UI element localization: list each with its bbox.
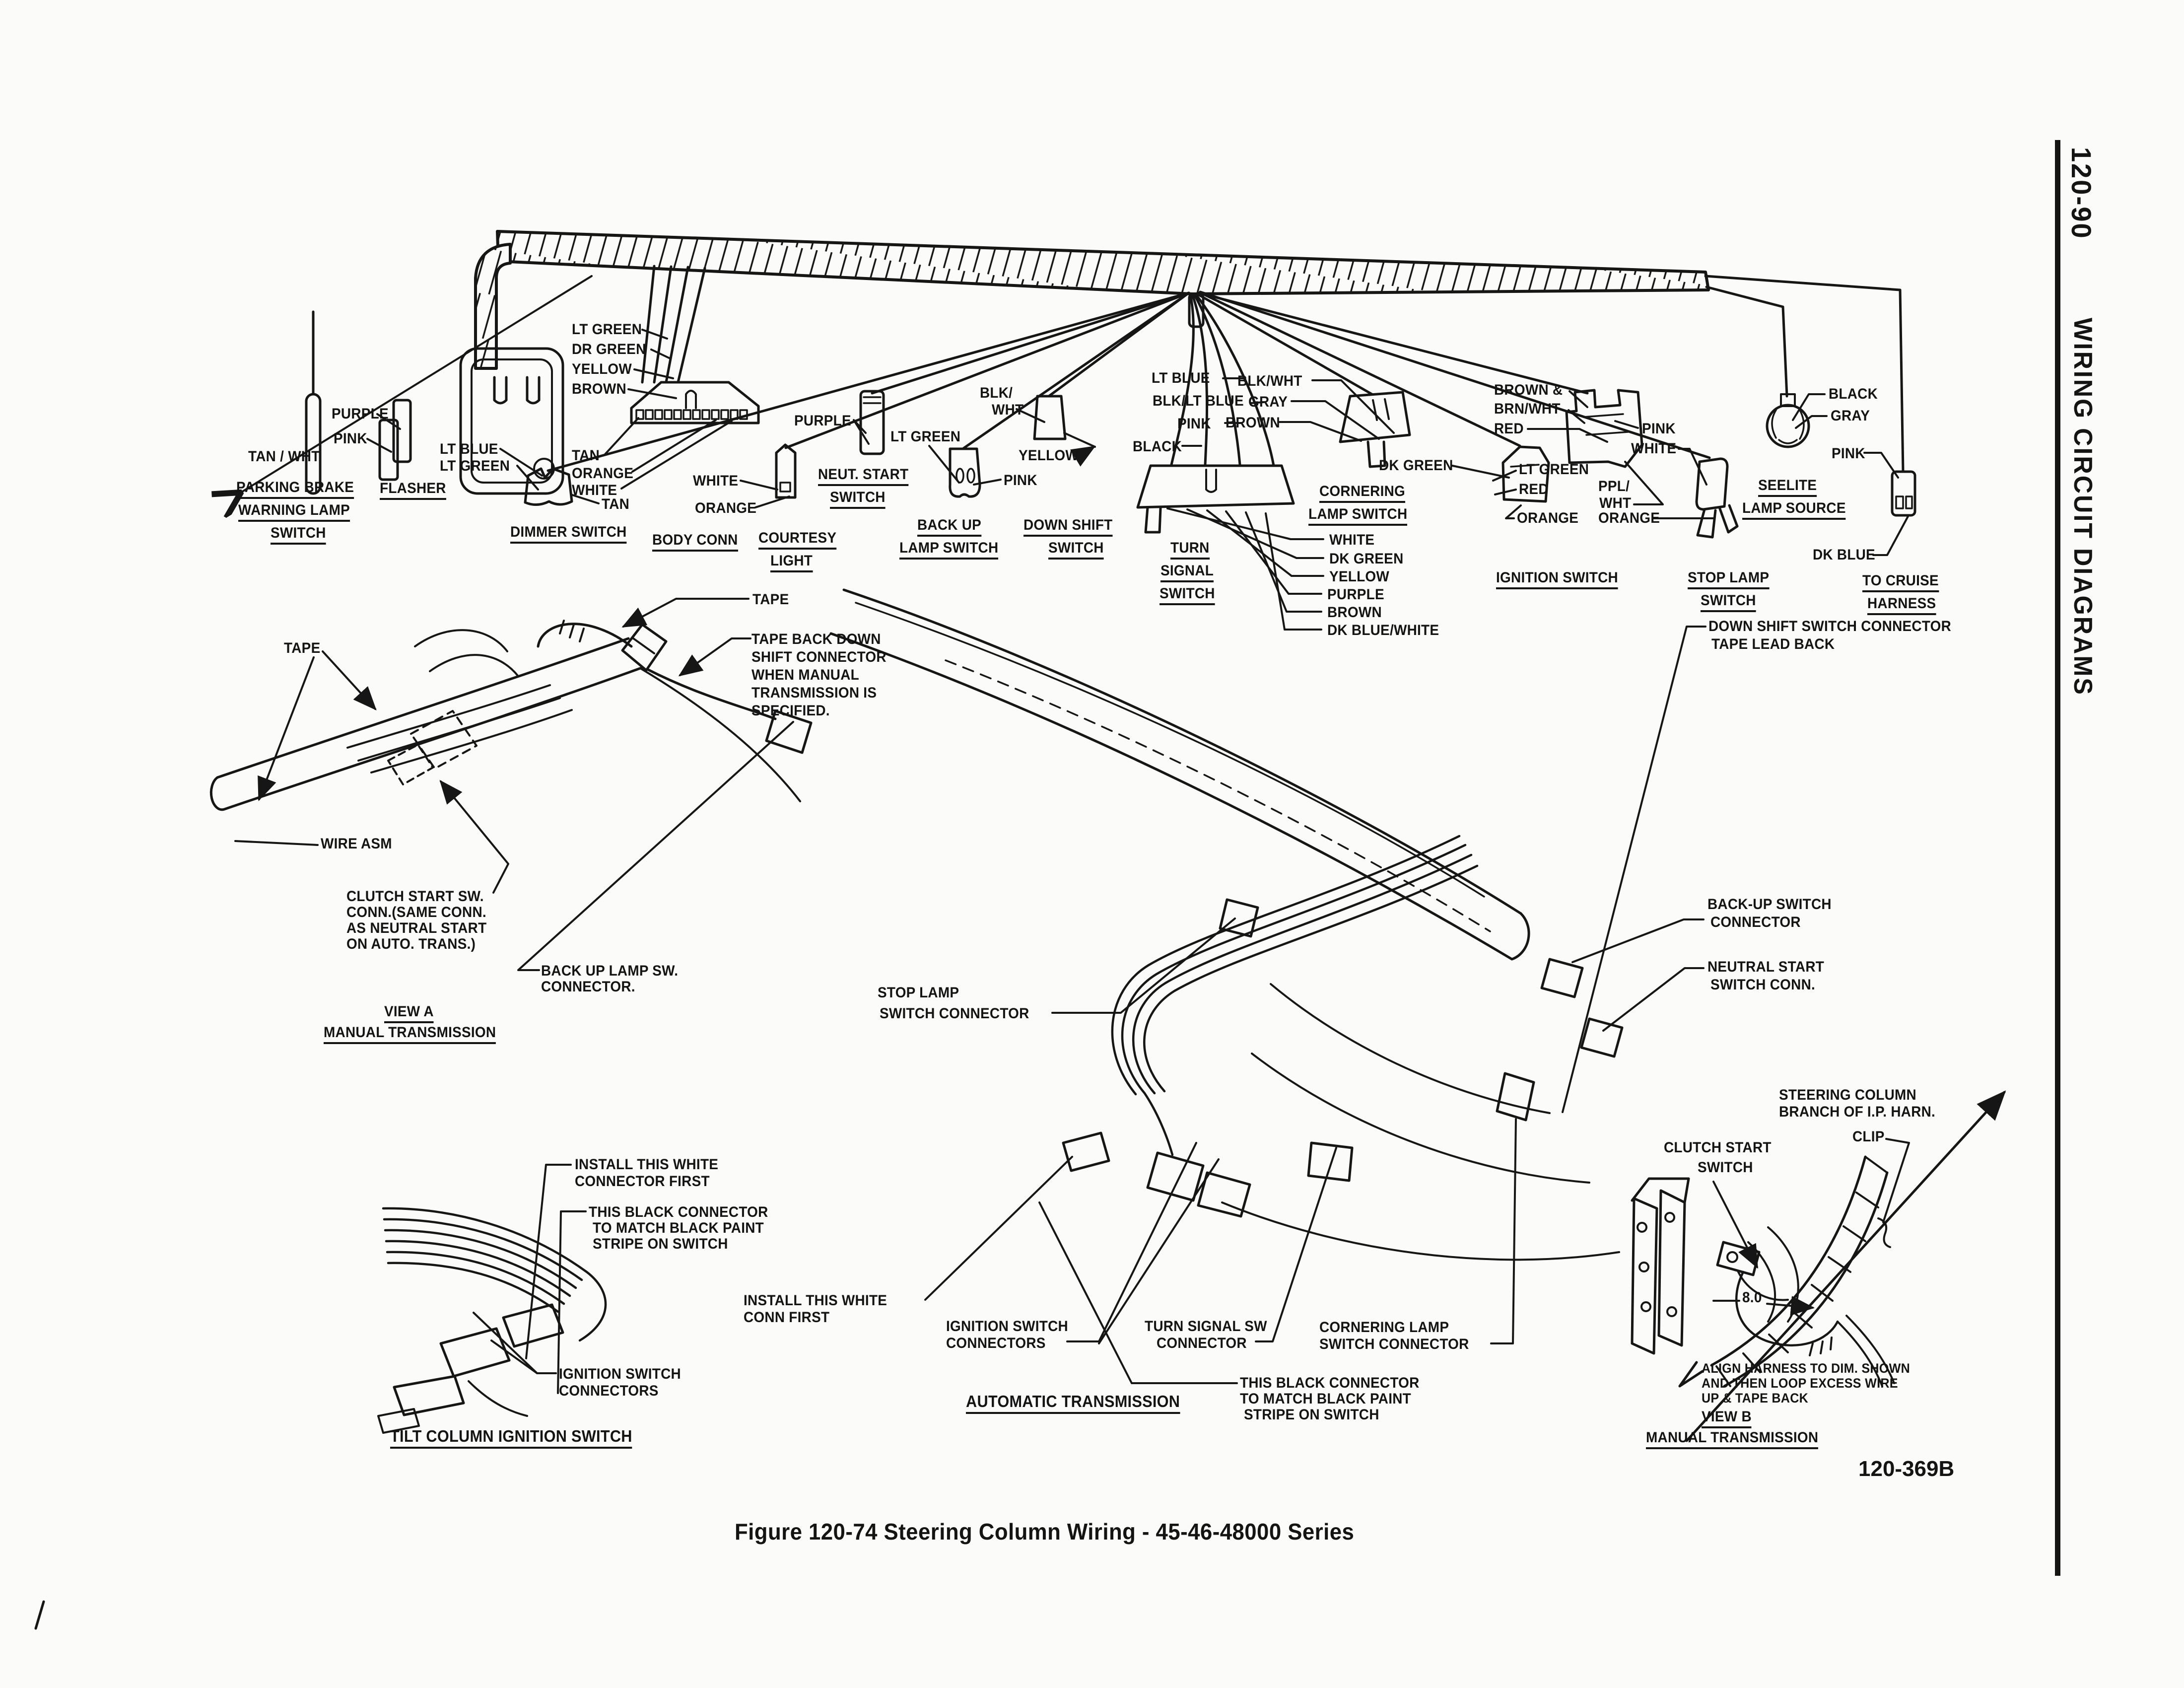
- wire-label-lt-green: LT GREEN: [890, 428, 961, 445]
- callout-stop-conn-1: STOP LAMP: [878, 985, 959, 1001]
- callout-install-white-1: INSTALL THIS WHITE: [575, 1156, 719, 1173]
- note-tape-back-1: TAPE BACK DOWN: [751, 631, 881, 647]
- wire-label-lt-green: LT GREEN: [440, 458, 510, 474]
- wire-label-yellow: YELLOW: [1329, 568, 1390, 585]
- callout-backup-conn-2: CONNECTOR: [1710, 914, 1801, 930]
- wire-label-white: WHITE: [693, 473, 739, 489]
- title-automatic-transmission: AUTOMATIC TRANSMISSION: [966, 1393, 1180, 1414]
- callout-turn-conn-2: CONNECTOR: [1157, 1335, 1247, 1351]
- note-clutch-start-1: CLUTCH START SW.: [346, 888, 484, 905]
- note-black-connector-2: TO MATCH BLACK PAINT: [1240, 1391, 1412, 1407]
- title-parking-brake-1: PARKING BRAKE: [236, 480, 354, 499]
- callout-backup-sw-2: CONNECTOR.: [541, 979, 635, 995]
- wire-label-purple: PURPLE: [794, 413, 851, 429]
- title-turn-signal-1: TURN: [1170, 540, 1210, 560]
- wire-label-yellow: YELLOW: [1019, 447, 1079, 464]
- wire-label-brn-wht: BRN/WHT: [1494, 401, 1561, 417]
- wire-label-red: RED: [1494, 421, 1524, 437]
- note-black-connector-1: THIS BLACK CONNECTOR: [1240, 1375, 1420, 1391]
- title-seelite-2: LAMP SOURCE: [1742, 500, 1846, 520]
- title-stop-lamp-1: STOP LAMP: [1688, 570, 1769, 589]
- callout-downshift-conn-2: TAPE LEAD BACK: [1711, 636, 1835, 652]
- wire-label-white: WHITE: [572, 482, 617, 498]
- callout-tape: TAPE: [752, 591, 789, 608]
- title-tilt-column: TILT COLUMN IGNITION SWITCH: [390, 1428, 632, 1449]
- courtesy-connector-glyph: [776, 445, 795, 497]
- wire-label-gray: GRAY: [1248, 394, 1288, 410]
- wire-label-brown: BROWN: [1226, 415, 1280, 431]
- callout-stop-conn-2: SWITCH CONNECTOR: [880, 1005, 1029, 1022]
- wire-label-lt-blue: LT BLUE: [440, 441, 498, 457]
- title-courtesy-1: COURTESY: [758, 530, 836, 550]
- wire-label-pink: PINK: [1642, 421, 1676, 437]
- wire-label-ppl-wht-2: WHT: [1599, 495, 1632, 511]
- title-body-conn: BODY CONN: [652, 532, 738, 552]
- note-align-harness-1: ALIGN HARNESS TO DIM. SHOWN: [1702, 1361, 1910, 1376]
- title-flasher: FLASHER: [380, 481, 446, 500]
- note-tape-back-3: WHEN MANUAL: [751, 667, 859, 683]
- title-view-a: VIEW A: [384, 1004, 434, 1023]
- wire-label-brown-1: BROWN &: [1494, 382, 1563, 398]
- dimmer-connector-glyph: [525, 469, 572, 505]
- callout-install-white-2: CONN FIRST: [744, 1309, 830, 1326]
- title-cornering-2: LAMP SWITCH: [1308, 506, 1407, 526]
- backup-connector-glyph: [950, 449, 980, 496]
- callout-install-white-2: CONNECTOR FIRST: [575, 1173, 710, 1190]
- callout-ignition-conns-2: CONNECTORS: [946, 1335, 1046, 1351]
- title-view-b: VIEW B: [1702, 1409, 1752, 1428]
- wire-label-pink: PINK: [334, 430, 367, 447]
- note-clutch-start-3: AS NEUTRAL START: [346, 920, 487, 936]
- wire-label-white: WHITE: [1631, 440, 1677, 457]
- callout-ignition-conns-1: IGNITION SWITCH: [559, 1366, 681, 1382]
- wire-label-tan-wht: TAN / WHT: [248, 448, 320, 465]
- wire-label-blk-wht: BLK/WHT: [1237, 373, 1302, 389]
- callout-steering-branch-1: STEERING COLUMN: [1779, 1087, 1916, 1103]
- callout-backup-conn-1: BACK-UP SWITCH: [1707, 896, 1832, 913]
- wire-label-purple: PURPLE: [332, 406, 389, 422]
- callout-neutral-conn-1: NEUTRAL START: [1707, 959, 1825, 975]
- wire-label-black: BLACK: [1829, 386, 1878, 402]
- title-cornering-1: CORNERING: [1319, 484, 1405, 503]
- title-parking-brake-3: SWITCH: [271, 525, 326, 545]
- callout-ignition-conns-1: IGNITION SWITCH: [946, 1318, 1068, 1335]
- title-turn-signal-2: SIGNAL: [1160, 563, 1214, 582]
- wire-label-blk-wht-1: BLK/: [980, 385, 1013, 401]
- seelite-bulb-glyph: [1767, 405, 1809, 447]
- note-black-connector-2: TO MATCH BLACK PAINT: [593, 1220, 764, 1236]
- wire-label-pink: PINK: [1004, 472, 1037, 489]
- sidebar-section-title: WIRING CIRCUIT DIAGRAMS: [2068, 318, 2097, 696]
- note-black-connector-3: STRIPE ON SWITCH: [1244, 1407, 1379, 1423]
- stop-lamp-connector-glyph: [1697, 459, 1727, 509]
- wire-label-orange: ORANGE: [695, 500, 757, 516]
- wire-label-brown: BROWN: [572, 381, 626, 397]
- wire-label-yellow: YELLOW: [572, 361, 632, 377]
- title-turn-signal-3: SWITCH: [1160, 586, 1215, 605]
- wire-label-gray: GRAY: [1831, 408, 1870, 424]
- wire-label-pink: PINK: [1832, 445, 1865, 462]
- note-black-connector-1: THIS BLACK CONNECTOR: [589, 1204, 768, 1220]
- note-align-harness-2: AND THEN LOOP EXCESS WIRE: [1702, 1376, 1898, 1391]
- wire-label-orange: ORANGE: [572, 465, 634, 482]
- callout-backup-sw-1: BACK UP LAMP SW.: [541, 963, 679, 979]
- wire-label-lt-green: LT GREEN: [1519, 461, 1589, 478]
- center-sketch: [831, 590, 1706, 1383]
- figure-code: 120-369B: [1858, 1457, 1955, 1481]
- callout-tape: TAPE: [284, 640, 321, 656]
- title-manual-transmission: MANUAL TRANSMISSION: [324, 1025, 496, 1044]
- wire-label-red: RED: [1519, 481, 1549, 497]
- wire-label-blk-lt-blue: BLK/LT BLUE: [1153, 393, 1244, 409]
- callout-cornering-conn-2: SWITCH CONNECTOR: [1319, 1336, 1469, 1352]
- dimension-label: 8.0: [1742, 1289, 1762, 1306]
- wire-label-dk-green: DK GREEN: [1379, 457, 1453, 474]
- downshift-connector-glyph: [1034, 396, 1065, 439]
- callout-clutch-start-2: SWITCH: [1698, 1159, 1753, 1176]
- title-back-up-1: BACK UP: [917, 517, 981, 537]
- note-tape-back-2: SHIFT CONNECTOR: [751, 649, 887, 665]
- title-down-shift-1: DOWN SHIFT: [1024, 517, 1112, 537]
- title-down-shift-2: SWITCH: [1048, 540, 1104, 560]
- wire-label-lt-blue: LT BLUE: [1152, 370, 1210, 386]
- cornering-connector-glyph: [1340, 392, 1410, 442]
- title-stop-lamp-2: SWITCH: [1701, 593, 1756, 612]
- neutral-start-switch-glyph: [861, 391, 884, 454]
- callout-neutral-conn-2: SWITCH CONN.: [1710, 977, 1816, 993]
- title-to-cruise-2: HARNESS: [1867, 596, 1936, 615]
- note-black-connector-3: STRIPE ON SWITCH: [593, 1236, 728, 1252]
- note-align-harness-3: UP & TAPE BACK: [1702, 1391, 1809, 1406]
- wire-label-purple: PURPLE: [1327, 586, 1384, 603]
- harness-fanout-wires: [548, 266, 1903, 472]
- title-parking-brake-2: WARNING LAMP: [238, 502, 350, 522]
- wire-label-orange: ORANGE: [1517, 510, 1579, 526]
- wire-label-tan: TAN: [572, 447, 600, 464]
- title-neut-start-1: NEUT. START: [818, 467, 908, 486]
- wire-label-lt-green: LT GREEN: [572, 321, 642, 338]
- figure-caption: Figure 120-74 Steering Column Wiring - 45-46-48000 Series: [735, 1519, 1355, 1545]
- callout-ignition-conns-2: CONNECTORS: [559, 1383, 659, 1399]
- sidebar-rule: [2055, 140, 2060, 1576]
- wire-label-dk-blue-white: DK BLUE/WHITE: [1327, 622, 1439, 638]
- note-clutch-start-2: CONN.(SAME CONN.: [346, 904, 486, 920]
- title-manual-transmission: MANUAL TRANSMISSION: [1646, 1430, 1818, 1449]
- note-tape-back-5: SPECIFIED.: [751, 703, 830, 719]
- title-dimmer-switch: DIMMER SWITCH: [510, 524, 627, 544]
- callout-cornering-conn-1: CORNERING LAMP: [1319, 1319, 1449, 1336]
- wire-label-black: BLACK: [1133, 438, 1182, 455]
- wire-label-pink: PINK: [1177, 416, 1211, 432]
- title-seelite-1: SEELITE: [1758, 478, 1817, 497]
- callout-steering-branch-2: BRANCH OF I.P. HARN.: [1779, 1104, 1936, 1120]
- note-clutch-start-4: ON AUTO. TRANS.): [346, 936, 476, 952]
- callout-clip: CLIP: [1852, 1128, 1885, 1145]
- callout-downshift-conn-1: DOWN SHIFT SWITCH CONNECTOR: [1708, 618, 1952, 634]
- wire-label-blk-wht-2: WHT: [992, 402, 1024, 418]
- wire-label-dr-green: DR GREEN: [572, 341, 646, 357]
- title-ignition-switch: IGNITION SWITCH: [1496, 570, 1618, 589]
- wire-label-dk-blue: DK BLUE: [1813, 547, 1875, 563]
- wire-label-brown: BROWN: [1327, 604, 1382, 621]
- callout-install-white-1: INSTALL THIS WHITE: [744, 1292, 887, 1309]
- wire-label-tan: TAN: [602, 496, 630, 512]
- callout-clutch-start-1: CLUTCH START: [1664, 1139, 1772, 1156]
- wire-label-orange: ORANGE: [1598, 510, 1660, 526]
- wire-label-dk-green: DK GREEN: [1329, 551, 1404, 567]
- note-tape-back-4: TRANSMISSION IS: [751, 685, 877, 701]
- wire-label-white: WHITE: [1329, 532, 1375, 548]
- title-courtesy-2: LIGHT: [770, 553, 813, 572]
- title-neut-start-2: SWITCH: [830, 490, 886, 509]
- wire-label-ppl-wht-1: PPL/: [1598, 478, 1630, 494]
- title-back-up-2: LAMP SWITCH: [899, 540, 998, 560]
- sidebar-page-number: 120-90: [2066, 147, 2097, 240]
- callout-wire-asm: WIRE ASM: [321, 836, 392, 852]
- title-to-cruise-1: TO CRUISE: [1862, 573, 1939, 592]
- callout-turn-conn-1: TURN SIGNAL SW: [1145, 1318, 1267, 1335]
